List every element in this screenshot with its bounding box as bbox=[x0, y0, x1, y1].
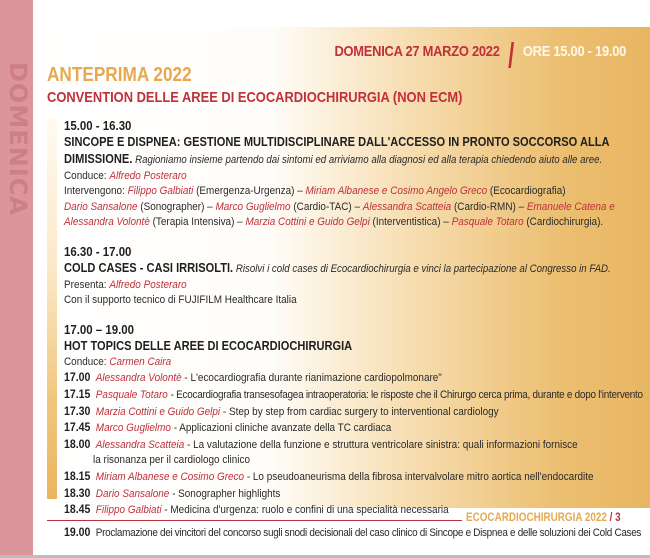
session-time: 16.30 - 17.00 bbox=[64, 243, 132, 259]
page-title: CONVENTION DELLE AREE DI ECOCARDIOCHIRURGIA (NON ECM) bbox=[47, 89, 463, 106]
talk-speaker: Pasquale Totaro bbox=[95, 388, 168, 401]
chair-name: Carmen Caira bbox=[109, 355, 172, 368]
speaker-role: (Sonographer) – bbox=[140, 200, 213, 213]
speaker-name: Emanuele Catena e bbox=[526, 200, 615, 213]
speaker-name: Filippo Galbiati bbox=[127, 185, 194, 198]
side-band bbox=[0, 0, 33, 556]
speaker-role: (Emergenza-Urgenza) – bbox=[196, 185, 303, 198]
speaker-name: Pasquale Totaro bbox=[451, 216, 524, 229]
speaker-name: Marco Guglielmo bbox=[215, 200, 291, 213]
chair-label: Conduce: bbox=[64, 169, 107, 182]
session-title: SINCOPE E DISPNEA: GESTIONE MULTIDISCIPLINARE DALL'ACCESSO IN PRONTO SOCCORSO ALLA bbox=[64, 135, 610, 149]
chair-name: Alfredo Posteraro bbox=[109, 169, 187, 182]
program bbox=[64, 118, 644, 550]
session-title-cont bbox=[64, 151, 603, 169]
speakers-line-3 bbox=[64, 215, 604, 231]
talk-topic: - Ecocardiografia transesofagea intraoperatoria: le risposte che il Chirurgo cerca prima, durante e dopo l'intervento bbox=[170, 388, 643, 401]
talk-speaker: Alessandra Scatteia bbox=[95, 438, 185, 451]
session-time: 17.00 – 19.00 bbox=[64, 321, 134, 337]
talk-topic: - L'ecocardiografia durante rianimazione cardiopolmonare" bbox=[184, 372, 442, 385]
page-number: 3 bbox=[615, 512, 621, 524]
talk-item bbox=[64, 386, 643, 404]
talk-time: 17.30 bbox=[64, 403, 91, 418]
date-header bbox=[334, 38, 626, 64]
speakers-line-2 bbox=[64, 200, 615, 216]
talk-time: 17.00 bbox=[64, 370, 91, 385]
talk-item bbox=[64, 404, 574, 421]
talk-speaker: Filippo Galbiati bbox=[95, 504, 162, 517]
session-title-line2: DIMISSIONE. bbox=[64, 152, 133, 166]
talk-topic: - Lo pseudoaneurisma della fibrosa intervalvolare mitro aortica nell'endocardite bbox=[246, 470, 594, 483]
session-title: HOT TOPICS DELLE AREE DI ECOCARDIOCHIRURGIA bbox=[64, 338, 353, 353]
speaker-role: (Cardio-RMN) – bbox=[453, 200, 525, 213]
speaker-role: (Ecocardiografia) bbox=[489, 185, 566, 198]
speaker-name: Alessandra Volontè bbox=[64, 216, 150, 229]
closing-item bbox=[64, 524, 642, 542]
event-time: ORE 15.00 - 19.00 bbox=[522, 42, 626, 60]
session-title: COLD CASES - CASI IRRISOLTI. bbox=[64, 260, 234, 275]
closing-text: Proclamazione dei vincitori del concorso sugli snodi decisionali del caso clinico di Sincope e Dispnea e delle soluzioni dei Cold Cases bbox=[95, 526, 642, 539]
session-description: Ragioniamo insieme partendo dai sintomi ed arriviamo alla diagnosi ed alla terapia chiedendo aiuto alle aree. bbox=[135, 154, 603, 166]
talk-time: 18.45 bbox=[64, 502, 91, 517]
speaker-role: (Cardiochirurgia). bbox=[526, 216, 604, 229]
talk-time: 18.30 bbox=[64, 485, 91, 500]
talk-time: 18.15 bbox=[64, 468, 91, 483]
talk-speaker: Dario Sansalone bbox=[95, 487, 170, 500]
talk-topic: - La valutazione della funzione e struttura ventricolare sinistra: quali informazioni fornisce bbox=[186, 438, 578, 451]
speaker-role: (Terapia Intensiva) – bbox=[152, 216, 243, 229]
chair-line bbox=[64, 355, 574, 371]
support-note: Con il supporto tecnico di FUJIFILM Healthcare Italia bbox=[64, 294, 297, 307]
talk-time: 18.00 bbox=[64, 436, 91, 451]
talk-speaker: Marco Guglielmo bbox=[95, 422, 171, 435]
left-accent-bar bbox=[47, 118, 57, 499]
footer bbox=[466, 512, 621, 524]
closing-time: 19.00 bbox=[64, 524, 91, 539]
presenter-line bbox=[64, 278, 574, 294]
talk-topic: - Applicazioni cliniche avanzate della TC cardiaca bbox=[173, 422, 392, 435]
kicker-title: ANTEPRIMA 2022 bbox=[47, 64, 192, 86]
session-time: 15.00 - 16.30 bbox=[64, 118, 132, 133]
talk-speaker: Marzia Cottini e Guido Gelpi bbox=[95, 405, 221, 418]
speakers-line-1 bbox=[64, 184, 574, 200]
session-2 bbox=[64, 244, 644, 309]
presenter-label: Presenta: bbox=[64, 278, 107, 291]
talk-topic-continuation: la risonanza per il cardiologo clinico bbox=[93, 454, 250, 467]
speaker-name: Marzia Cottini e Guido Gelpi bbox=[245, 216, 370, 229]
presenter-name: Alfredo Posteraro bbox=[109, 278, 187, 291]
talk-time: 17.15 bbox=[64, 386, 91, 401]
talk-topic: - Medicina d'urgenza: ruolo e confini di una specialità necessaria bbox=[164, 504, 449, 517]
talk-speaker: Alessandra Volontè bbox=[95, 372, 182, 385]
event-date: DOMENICA 27 MARZO 2022 bbox=[334, 42, 500, 60]
session-3 bbox=[64, 322, 644, 542]
talk-topic: - Sonographer highlights bbox=[172, 487, 281, 500]
talk-item bbox=[64, 468, 594, 486]
speaker-name: Dario Sansalone bbox=[64, 200, 138, 213]
talk-item bbox=[64, 370, 574, 387]
speaker-role: (Cardio-TAC) – bbox=[293, 200, 361, 213]
talk-time: 17.45 bbox=[64, 420, 91, 435]
speakers-label: Intervengono: bbox=[64, 185, 125, 198]
speaker-name: Miriam Albanese e Cosimo Angelo Greco bbox=[305, 185, 488, 198]
talk-speaker: Miriam Albanese e Cosimo Greco bbox=[95, 470, 245, 483]
talk-item bbox=[64, 486, 574, 503]
footer-rule bbox=[47, 520, 462, 521]
chair-line bbox=[64, 169, 574, 185]
session-title-line bbox=[64, 260, 611, 278]
talk-item bbox=[64, 420, 574, 437]
footer-separator: / bbox=[609, 512, 613, 524]
session-description: Risolvi i cold cases di Ecocardiochirurgia e vinci la partecipazione al Congresso in FAD. bbox=[235, 262, 611, 275]
talk-topic: - Step by step from cardiac surgery to interventional cardiology bbox=[222, 405, 499, 418]
speaker-role: (Interventistica) – bbox=[372, 216, 449, 229]
speaker-name: Alessandra Scatteia bbox=[362, 200, 452, 213]
side-band-label: DOMENICA bbox=[4, 62, 32, 216]
talk-item bbox=[64, 436, 578, 454]
chair-label: Conduce: bbox=[64, 355, 107, 368]
session-1 bbox=[64, 118, 644, 231]
footer-brand: ECOCARDIOCHIRURGIA 2022 bbox=[466, 512, 607, 524]
